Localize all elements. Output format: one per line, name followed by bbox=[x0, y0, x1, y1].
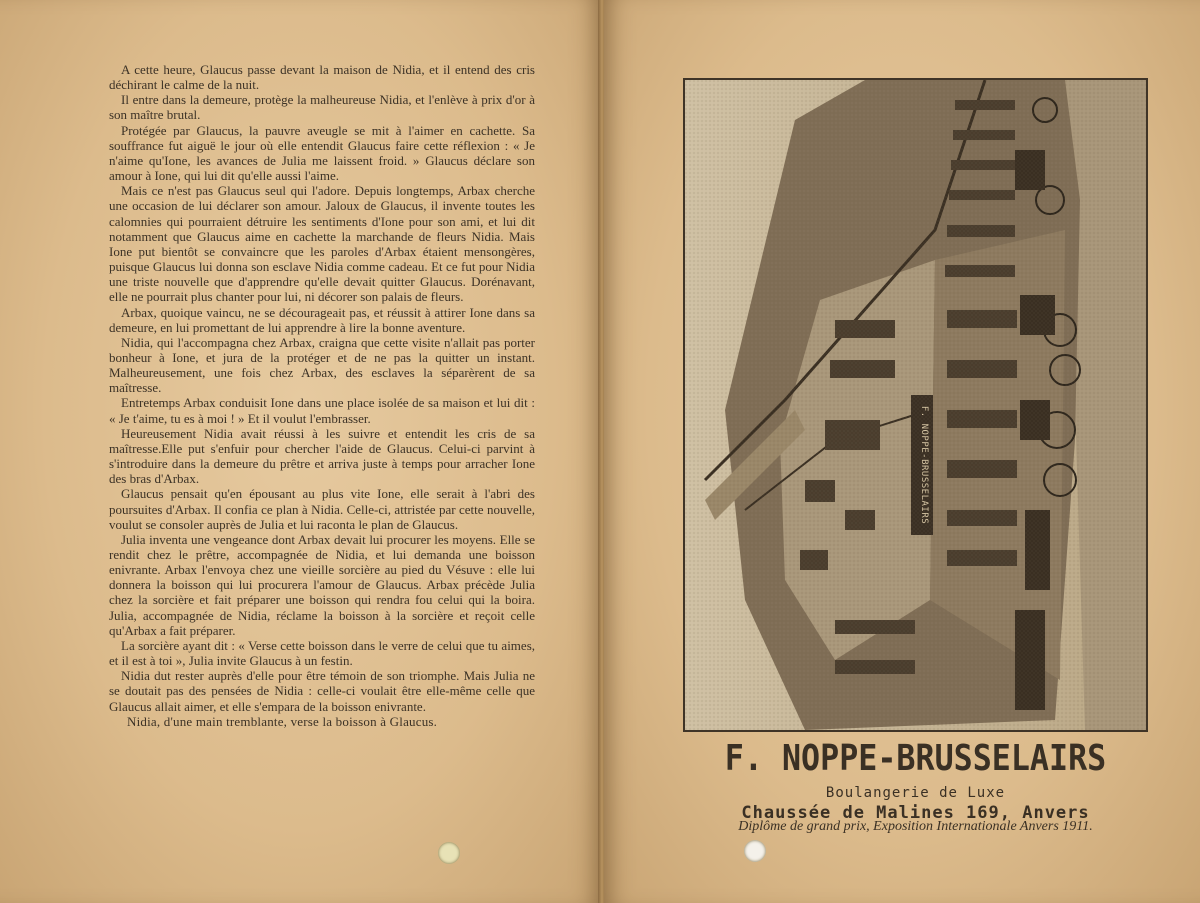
story-text bbox=[109, 62, 535, 729]
paragraph: Nidia dut rester auprès d'elle pour être témoin de son triomphe. Mais Julia ne se doutait pas des pensées de Nidia : celle-ci voulait être elle-même celle que Glaucus allait aimer, et elle s'empara de la boisson enivrante. bbox=[109, 668, 535, 714]
bakery-building-illustration bbox=[685, 80, 1146, 730]
binding-hole bbox=[438, 842, 460, 864]
paragraph: La sorcière ayant dit : « Verse cette boisson dans le verre de celui que tu aimes, et il est à toi », Julia invite Glaucus à un festin. bbox=[109, 637, 535, 669]
paragraph: Nidia, d'une main tremblante, verse la boisson à Glaucus. bbox=[127, 713, 438, 729]
paragraph: Glaucus pensait qu'en épousant au plus vite Ione, elle serait à l'abri des poursuites d'Arbax. Il confia ce plan à Nidia. Celle-ci, attristée par cette nouvelle, voulut se consoler auprès de Julia et lui raconta le plan de Glaucus. bbox=[109, 486, 535, 532]
paragraph: Arbax, quoique vaincu, ne se décourageait pas, et réussit à attirer Ione dans sa demeure, en lui promettant de lui apprendre à lire la bonne aventure. bbox=[109, 304, 535, 335]
paragraph: Protégée par Glaucus, la pauvre aveugle se mit à l'aimer en cachette. Sa souffrance fut aiguë le jour où elle entendit Glaucus faire cette réflexion : « Je n'aime qu'Ione, les avances de Julia me laissent froid. » Glaucus déclare son amour à Ione, qui lui dit qu'elle aussi l'aime. bbox=[109, 122, 535, 184]
paragraph: A cette heure, Glaucus passe devant la maison de Nidia, et il entend des cris déchirant le calme de la nuit. bbox=[109, 62, 535, 93]
business-name: F. NOPPE-BRUSSELAIRS bbox=[724, 738, 1107, 779]
paragraph: Mais ce n'est pas Glaucus seul qui l'adore. Depuis longtemps, Arbax cherche une occasion de lui déclarer son amour. Jaloux de Glaucus, il invente toutes les calomnies qui pourraient détruire les sentiments d'Ione pour son ami, et lui dit notamment que Glaucus aime en cachette la marchande de fleurs Nidia. Mais Ione put bientôt se convaincre que les paroles d'Arbax étaient mensongères, puisque Glaucus lui donna son esclave Nidia comme cadeau. Et ce fut pour Nidia une triste nouvelle que d'apprendre qu'elle devait quitter Glaucus. Dorénavant, elle ne pourrait plus chanter pour lui, ni décorer son palais de fleurs. bbox=[109, 183, 535, 305]
paragraph: Il entre dans la demeure, protège la malheureuse Nidia, et l'enlève à prix d'or à son maître brutal. bbox=[109, 92, 535, 123]
bakery-photograph bbox=[683, 78, 1148, 732]
paragraph: Julia inventa une vengeance dont Arbax devait lui procurer les moyens. Elle se rendit chez le prêtre, accompagnée de Nidia, et lui demanda une boisson enivrante. Arbax l'envoya chez une vieille sorcière au pied du Vésuve : elle lui donnera la boisson qui lui procurera l'amour de Glaucus. Arbax précède Julia chez la sorcière et fait préparer une boisson qui rendra fou celui qui la boira. Julia, accompagnée de Nidia, réclame la boisson à la sorcière et reçoit celle qu'Arbax a fait préparer. bbox=[109, 531, 535, 638]
award-line: Diplôme de grand prix, Exposition Internationale Anvers 1911. bbox=[738, 819, 1093, 834]
binding-hole bbox=[744, 840, 766, 862]
business-type: Boulangerie de Luxe bbox=[825, 785, 1006, 801]
paragraph: Heureusement Nidia avait réussi à les suivre et entendit les cris de sa maîtresse.Elle put s'enfuir pour chercher l'aide de Glaucus. Celui-ci parvint à s'introduire dans la demeure du prêtre et arriva juste à temps pour arracher Ione des bras d'Arbax. bbox=[109, 425, 535, 487]
paragraph: Entretemps Arbax conduisit Ione dans une place isolée de sa maison et lui dit : « Je t'aime, tu es à moi ! » Et il voulut l'embrasser. bbox=[109, 395, 535, 426]
business-address: Chaussée de Malines 169, Anvers bbox=[741, 803, 1090, 823]
paragraph: Nidia, qui l'accompagna chez Arbax, craigna que cette visite n'allait pas porter bonheur à Ione, et jura de la protéger et de ne pas la quitter un instant. Malheureusement, une fois chez Arbax, des esclaves la séparèrent de sa maîtresse. bbox=[109, 334, 535, 396]
